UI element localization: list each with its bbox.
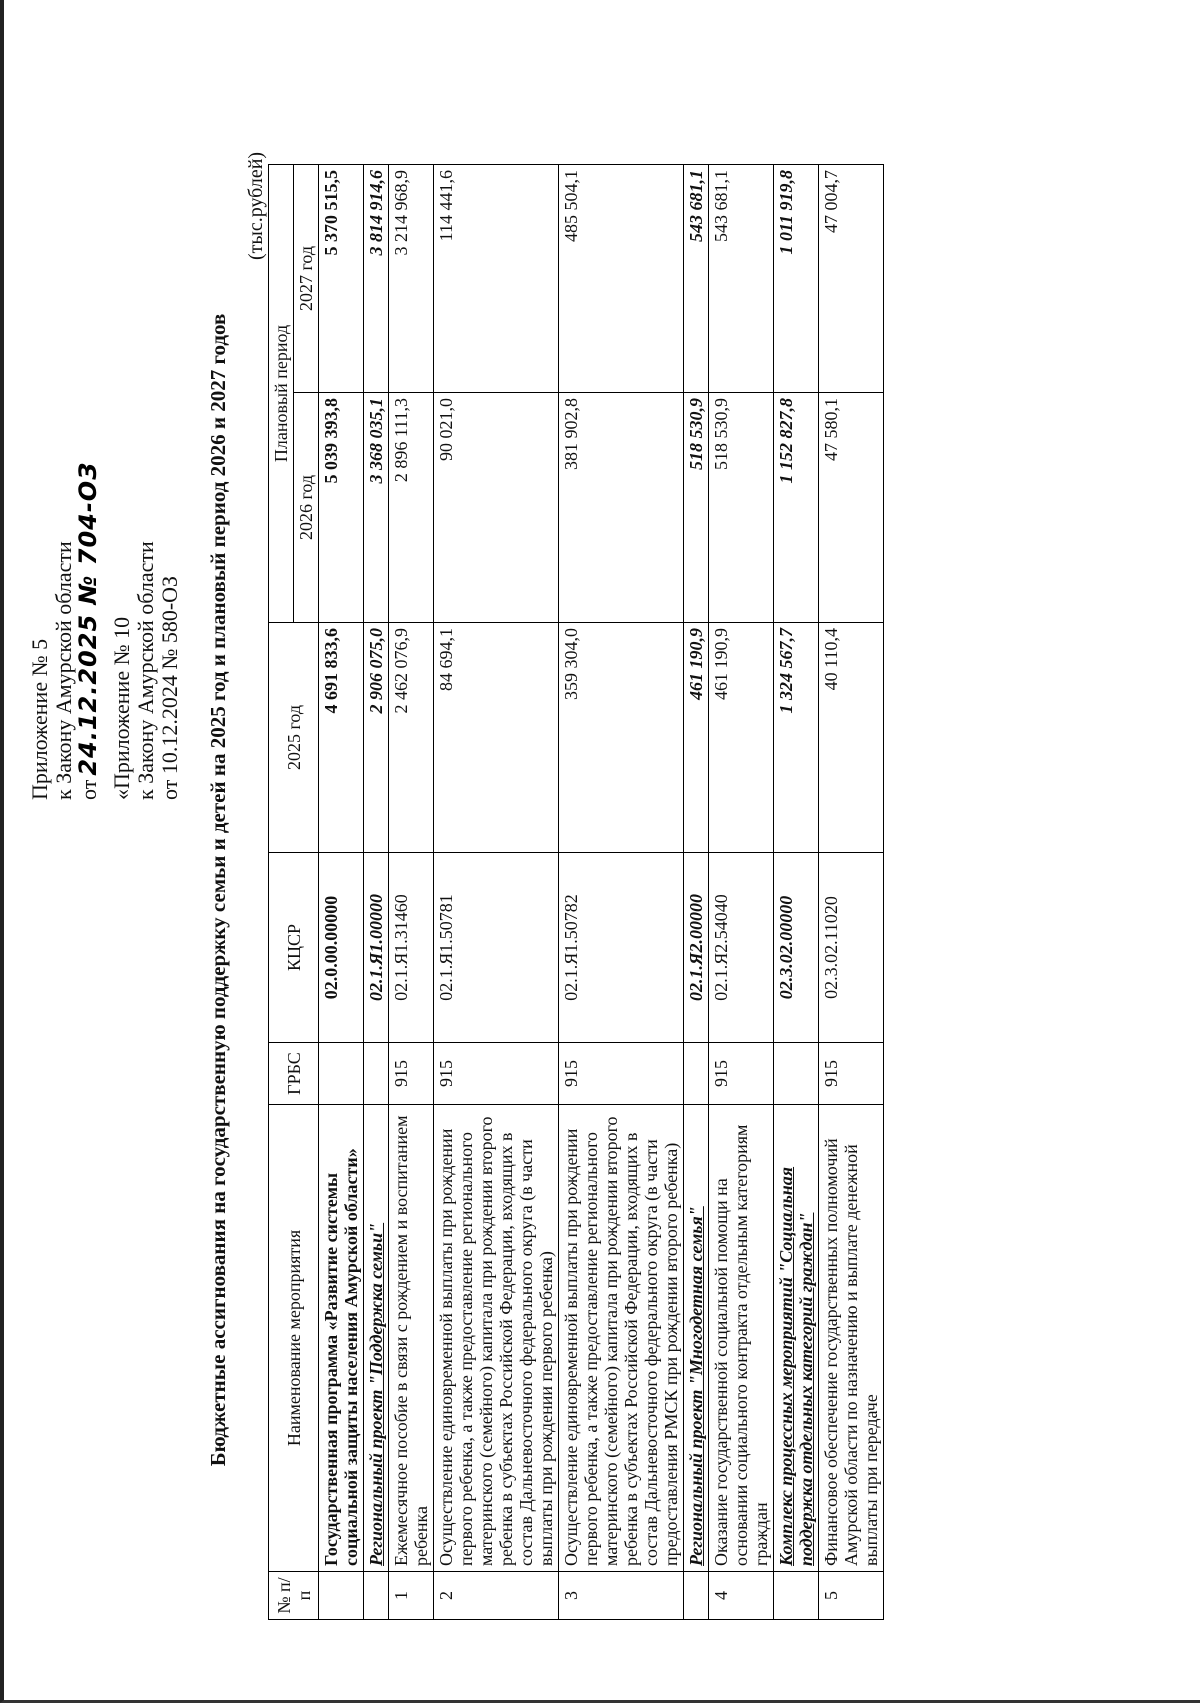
previous-appendix-header	[110, 160, 182, 800]
row-2027: 543 681,1	[684, 164, 709, 392]
table-row	[684, 164, 709, 1619]
row-kcsr: 02.3.02.00000	[774, 853, 819, 1043]
row-kcsr: 02.1.Я1.50781	[434, 853, 559, 1043]
row-kcsr: 02.3.02.11020	[819, 853, 884, 1043]
row-grbs: 915	[559, 1043, 684, 1105]
table-row	[559, 164, 684, 1619]
row-2026: 518 530,9	[684, 393, 709, 623]
row-2027: 47 004,7	[819, 164, 884, 392]
table-row	[709, 164, 774, 1619]
col-2027-header: 2027 год	[294, 164, 319, 392]
row-name: Оказание государственной социальной помощи на основании социального контракта отдельным категориям граждан	[709, 1105, 774, 1572]
row-number	[684, 1572, 709, 1620]
row-number	[774, 1572, 819, 1620]
row-kcsr: 02.1.Я2.00000	[684, 853, 709, 1043]
row-2027: 114 441,6	[434, 164, 559, 392]
appendix-header	[28, 160, 101, 800]
row-grbs: 915	[709, 1043, 774, 1105]
row-2026: 2 896 111,3	[389, 393, 434, 623]
prev-appendix-date: от 10.12.2024 № 580-ОЗ	[157, 575, 182, 800]
row-grbs: 915	[389, 1043, 434, 1105]
row-name: Комплекс процессных мероприятий "Социальная поддержка отдельных категорий граждан"	[774, 1105, 819, 1572]
row-name: Осуществление единовременной выплаты при рождении первого ребенка, а также предоставление регионального материнского (семейного) капитала при рождении второго ребенка в субъектах Российской Федерации, входящих в состав Дальневосточного федерального округа (в части предоставления РМСК при рождении второго ребенка)	[559, 1105, 684, 1572]
col-2025-header: 2025 год	[269, 623, 319, 853]
row-2025: 84 694,1	[434, 623, 559, 853]
row-number: 3	[559, 1572, 684, 1620]
table-row	[774, 164, 819, 1619]
row-2025: 2 462 076,9	[389, 623, 434, 853]
row-number: 4	[709, 1572, 774, 1620]
table-row	[389, 164, 434, 1619]
row-name: Региональный проект "Многодетная семья"	[684, 1105, 709, 1572]
col-2026-header: 2026 год	[294, 393, 319, 623]
row-name: Государственная программа «Развитие системы социальной защиты населения Амурской области»	[319, 1105, 364, 1572]
appendix-date-prefix: от	[76, 779, 101, 800]
row-kcsr: 02.1.Я1.31460	[389, 853, 434, 1043]
row-2025: 40 110,4	[819, 623, 884, 853]
header-row	[269, 164, 294, 1619]
appendix-number: Приложение № 5	[27, 638, 52, 800]
row-2026: 518 530,9	[709, 393, 774, 623]
col-plan-header: Плановый период	[269, 164, 294, 622]
row-2027: 1 011 919,8	[774, 164, 819, 392]
prev-appendix-law: к Закону Амурской области	[133, 541, 158, 800]
row-kcsr: 02.1.Я2.54040	[709, 853, 774, 1043]
row-grbs	[684, 1043, 709, 1105]
table-body	[319, 164, 884, 1619]
row-number	[319, 1572, 364, 1620]
row-name: Осуществление единовременной выплаты при рождении первого ребенка, а также предоставление регионального материнского (семейного) капитала при рождении второго ребенка в субъектах Российской Федерации, входящих в состав Дальневосточного федерального округа (в части выплаты при рождении первого ребенка)	[434, 1105, 559, 1572]
row-name: Региональный проект "Поддержка семьи"	[364, 1105, 389, 1572]
row-number: 1	[389, 1572, 434, 1620]
row-2026: 5 039 393,8	[319, 393, 364, 623]
row-2025: 4 691 833,6	[319, 623, 364, 853]
row-grbs: 915	[819, 1043, 884, 1105]
row-number: 2	[434, 1572, 559, 1620]
appendix-date-line	[76, 160, 101, 800]
col-grbs-header: ГРБС	[269, 1043, 319, 1105]
col-name-header: Наименование мероприятия	[269, 1105, 319, 1572]
row-name: Ежемесячное пособие в связи с рождением и воспитанием ребенка	[389, 1105, 434, 1572]
prev-appendix-number: «Приложение № 10	[109, 616, 134, 800]
row-number: 5	[819, 1572, 884, 1620]
row-2027: 543 681,1	[709, 164, 774, 392]
row-2026: 90 021,0	[434, 393, 559, 623]
col-num-header: № п/п	[269, 1572, 319, 1620]
row-grbs	[364, 1043, 389, 1105]
row-2027: 5 370 515,5	[319, 164, 364, 392]
row-kcsr: 02.0.00.00000	[319, 853, 364, 1043]
row-2027: 3 814 914,6	[364, 164, 389, 392]
row-2026: 381 902,8	[559, 393, 684, 623]
document-title: Бюджетные ассигнования на государственную поддержку семьи и детей на 2025 год и плановый период 2026 и 2027 годов	[206, 313, 230, 1467]
table-row	[319, 164, 364, 1619]
row-2025: 461 190,9	[709, 623, 774, 853]
unit-label: (тыс.рублей)	[245, 151, 267, 260]
table-row	[364, 164, 389, 1619]
row-2026: 1 152 827,8	[774, 393, 819, 623]
table-row	[434, 164, 559, 1619]
row-2027: 3 214 968,9	[389, 164, 434, 392]
row-kcsr: 02.1.Я1.50782	[559, 853, 684, 1043]
row-number	[364, 1572, 389, 1620]
row-2025: 1 324 567,7	[774, 623, 819, 853]
handwritten-date-number: 24.12.2025 № 704-ОЗ	[74, 461, 102, 776]
row-2026: 3 368 035,1	[364, 393, 389, 623]
row-2026: 47 580,1	[819, 393, 884, 623]
row-2025: 359 304,0	[559, 623, 684, 853]
row-grbs	[774, 1043, 819, 1105]
table-row	[819, 164, 884, 1619]
budget-table	[268, 164, 884, 1620]
row-kcsr: 02.1.Я1.00000	[364, 853, 389, 1043]
appendix-law: к Закону Амурской области	[51, 541, 76, 800]
col-kcsr-header: КЦСР	[269, 853, 319, 1043]
rotated-page	[20, 140, 1160, 1660]
row-grbs	[319, 1043, 364, 1105]
row-name: Финансовое обеспечение государственных полномочий Амурской области по назначению и выплате денежной выплаты при передаче	[819, 1105, 884, 1572]
row-2025: 2 906 075,0	[364, 623, 389, 853]
row-2027: 485 504,1	[559, 164, 684, 392]
row-2025: 461 190,9	[684, 623, 709, 853]
row-grbs: 915	[434, 1043, 559, 1105]
